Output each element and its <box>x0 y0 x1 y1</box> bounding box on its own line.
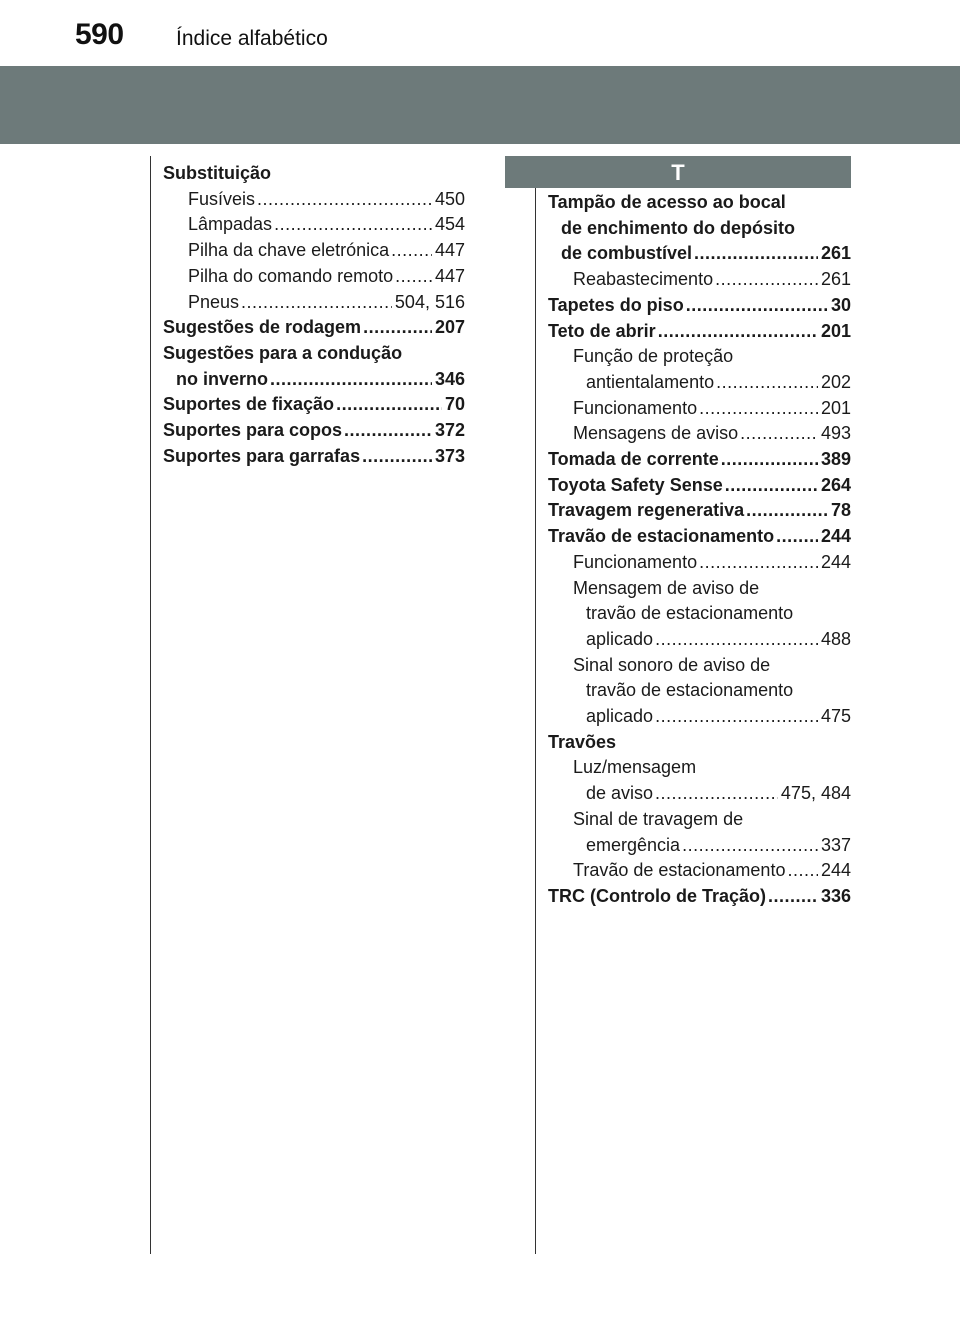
index-entry: Sugestões para a condução <box>163 342 403 363</box>
page-ref[interactable]: 201 <box>820 320 851 341</box>
index-subentry-continuation: aplicado ..... 475 <box>548 704 851 730</box>
index-subentry: Travão de estacionamento ..... 244 <box>548 858 851 884</box>
page-number: 590 <box>75 18 124 51</box>
index-entry-heading: Substituição <box>163 163 272 183</box>
page-ref[interactable]: 244 <box>820 860 851 881</box>
left-column-rule <box>150 156 151 1254</box>
index-entry: Travagem regenerativa ..... 78 <box>548 498 851 524</box>
page-ref[interactable]: 447 <box>434 240 465 261</box>
index-subentry: Sinal sonoro de aviso de <box>573 654 771 675</box>
index-subentry: Lâmpadas ..... 454 <box>163 212 465 238</box>
page-ref[interactable]: 454 <box>434 214 465 235</box>
page-ref[interactable]: 475, 484 <box>780 783 851 804</box>
page-ref[interactable]: 70 <box>444 394 465 415</box>
index-subentry: Reabastecimento ..... 261 <box>548 267 851 293</box>
index-entry: Suportes para copos ..... 372 <box>163 418 465 444</box>
index-subentry: Luz/mensagem <box>573 757 697 778</box>
index-entry: Teto de abrir ..... 201 <box>548 319 851 345</box>
chapter-title: Índice alfabético <box>176 27 328 50</box>
page-ref[interactable]: 207 <box>434 317 465 338</box>
index-subentry: Funcionamento ..... 201 <box>548 396 851 422</box>
index-subentry: Mensagens de aviso ..... 493 <box>548 421 851 447</box>
page-ref[interactable]: 244 <box>820 526 851 547</box>
index-subentry: Funcionamento ..... 244 <box>548 550 851 576</box>
page-ref[interactable]: 261 <box>820 243 851 264</box>
index-entry: Tampão de acesso ao bocal <box>548 192 786 212</box>
index-entry: Travão de estacionamento ..... 244 <box>548 524 851 550</box>
index-entry-continuation: de combustível ..... 261 <box>548 241 851 267</box>
index-subentry-continuation: de aviso ..... 475, 484 <box>548 781 851 807</box>
index-subentry: Pilha da chave eletrónica ..... 447 <box>163 238 465 264</box>
index-entry: Tapetes do piso ..... 30 <box>548 293 851 319</box>
page-ref[interactable]: 372 <box>434 420 465 441</box>
header-band <box>0 66 960 144</box>
page-ref[interactable]: 389 <box>820 449 851 470</box>
page-ref[interactable]: 504, 516 <box>394 291 465 312</box>
index-entry: Toyota Safety Sense ..... 264 <box>548 473 851 499</box>
page-ref[interactable]: 337 <box>820 834 851 855</box>
index-subentry: Fusíveis ..... 450 <box>163 187 465 213</box>
index-entry-continuation: no inverno ..... 346 <box>163 367 465 393</box>
index-column-right <box>548 190 851 910</box>
page-ref[interactable]: 447 <box>434 265 465 286</box>
page-ref[interactable]: 336 <box>820 885 851 906</box>
page-ref[interactable]: 488 <box>820 628 851 649</box>
page-ref[interactable]: 78 <box>830 500 851 521</box>
index-subentry: Sinal de travagem de <box>573 808 744 829</box>
middle-column-rule <box>535 156 536 1254</box>
index-subentry-continuation: emergência ..... 337 <box>548 833 851 859</box>
page-ref[interactable]: 450 <box>434 188 465 209</box>
page-ref[interactable]: 475 <box>820 706 851 727</box>
index-entry: Tomada de corrente ..... 389 <box>548 447 851 473</box>
index-subentry: Pilha do comando remoto ..... 447 <box>163 264 465 290</box>
page-header <box>0 0 960 60</box>
index-entry-heading: Travões <box>548 731 617 752</box>
index-entry: Suportes de fixação ..... 70 <box>163 392 465 418</box>
page-ref[interactable]: 201 <box>820 397 851 418</box>
index-subentry-continuation: antientalamento ..... 202 <box>548 370 851 396</box>
letter-section-header: T <box>505 156 851 188</box>
index-subentry-continuation: travão de estacionamento <box>586 603 794 624</box>
index-subentry-continuation: travão de estacionamento <box>586 680 794 701</box>
page-ref[interactable]: 373 <box>434 445 465 466</box>
page-ref[interactable]: 202 <box>820 371 851 392</box>
page-ref[interactable]: 244 <box>820 551 851 572</box>
index-entry: Suportes para garrafas ..... 373 <box>163 444 465 470</box>
index-column-left <box>163 161 465 469</box>
index-subentry: Função de proteção <box>573 346 734 367</box>
page-ref[interactable]: 493 <box>820 423 851 444</box>
page-ref[interactable]: 30 <box>830 294 851 315</box>
page-ref[interactable]: 261 <box>820 269 851 290</box>
page-ref[interactable]: 346 <box>434 368 465 389</box>
index-subentry-continuation: aplicado ..... 488 <box>548 627 851 653</box>
index-subentry: Pneus ..... 504, 516 <box>163 290 465 316</box>
index-subentry: Mensagem de aviso de <box>573 577 760 598</box>
index-entry-continuation: de enchimento do depósito <box>561 217 796 238</box>
index-entry: TRC (Controlo de Tração) ..... 336 <box>548 884 851 910</box>
index-entry: Sugestões de rodagem ..... 207 <box>163 315 465 341</box>
page-ref[interactable]: 264 <box>820 474 851 495</box>
